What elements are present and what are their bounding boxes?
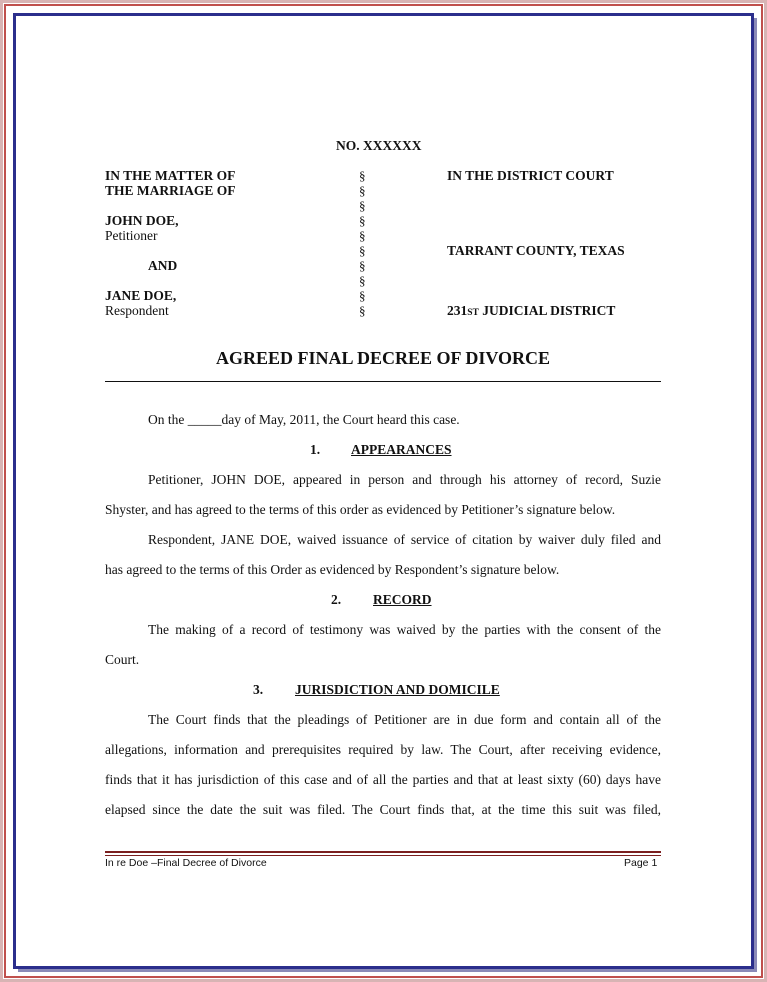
- paragraph-line: has agreed to the terms of this Order as evidenced by Respondent’s signature below.: [105, 562, 560, 577]
- footer-divider-thin: [105, 855, 661, 856]
- intro-paragraph: On the _____day of May, 2011, the Court heard this case.: [148, 412, 460, 427]
- paragraph-line: The making of a record of testimony was waived by the parties with the consent of the: [148, 622, 661, 637]
- county-name: TARRANT COUNTY, TEXAS: [447, 243, 625, 258]
- section-symbol: §: [359, 303, 366, 318]
- petitioner-role: Petitioner: [105, 228, 158, 243]
- section-title: RECORD: [373, 592, 432, 607]
- paragraph-line: Petitioner, JOHN DOE, appeared in person and through his attorney of record, Suzie: [148, 472, 661, 487]
- document-title: AGREED FINAL DECREE OF DIVORCE: [215, 348, 550, 368]
- section-number: 1.: [310, 442, 321, 457]
- section-symbol: §: [359, 183, 366, 198]
- petitioner-name: JOHN DOE,: [105, 213, 179, 228]
- section-number: 3.: [253, 682, 264, 697]
- section-number: 2.: [331, 592, 342, 607]
- paragraph-line: Respondent, JANE DOE, waived issuance of service of citation by waiver duly filed and: [148, 532, 661, 547]
- paragraph-line: allegations, information and prerequisites required by law. The Court, after receiving evidence,: [105, 742, 661, 757]
- court-name: IN THE DISTRICT COURT: [447, 168, 614, 183]
- paragraph-line: The Court finds that the pleadings of Petitioner are in due form and contain all of the: [148, 712, 661, 727]
- footer-divider: [105, 851, 661, 853]
- section-symbol: §: [359, 258, 366, 273]
- paragraph-line: Court.: [105, 652, 140, 667]
- paragraph-line: elapsed since the date the suit was filed. The Court finds that, at the time this suit was filed,: [105, 802, 661, 817]
- section-symbol: §: [359, 168, 366, 183]
- district-suffix: ST: [467, 308, 479, 318]
- paragraph-line: Shyster, and has agreed to the terms of this order as evidenced by Petitioner’s signature below.: [105, 502, 616, 517]
- district-number: 231: [447, 303, 468, 318]
- respondent-name: JANE DOE,: [105, 288, 177, 303]
- paragraph-line: finds that it has jurisdiction of this case and of all the parties and that at least sixty (60) days have: [105, 772, 661, 787]
- footer-title: In re Doe –Final Decree of Divorce: [105, 857, 267, 869]
- section-symbol: §: [359, 198, 366, 213]
- section-symbol: §: [359, 228, 366, 243]
- case-number: NO. XXXXXX: [336, 138, 422, 153]
- blue-border: [13, 13, 754, 969]
- section-title: APPEARANCES: [351, 442, 452, 457]
- title-divider: [105, 381, 661, 382]
- matter-line-2: THE MARRIAGE OF: [105, 183, 236, 198]
- page-number: Page 1: [624, 857, 658, 869]
- section-title: JURISDICTION AND DOMICILE: [295, 682, 500, 697]
- judicial-district: [447, 303, 615, 321]
- section-symbol: §: [359, 288, 366, 303]
- section-symbol: §: [359, 213, 366, 228]
- and-label: AND: [148, 258, 178, 273]
- section-symbol: §: [359, 273, 366, 288]
- section-symbol: §: [359, 243, 366, 258]
- respondent-role: Respondent: [105, 303, 169, 318]
- district-rest: JUDICIAL DISTRICT: [478, 303, 616, 318]
- matter-line-1: IN THE MATTER OF: [105, 168, 236, 183]
